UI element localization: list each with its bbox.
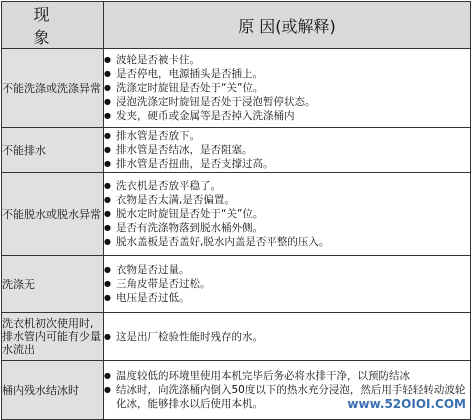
cause-item: ● 衣物是否过量。 [104, 263, 470, 277]
cause-cell [104, 128, 471, 173]
symptom-cell: 洗衣机初次使用时,排水管内可能有少量水流出 [2, 313, 104, 361]
troubleshooting-table [1, 1, 471, 420]
cause-item: ● 电压是否过低。 [104, 291, 470, 305]
table-row [2, 256, 471, 313]
cause-item: ● 温度较低的环境里使用本机完毕后务必将水排干净，以预防结冰 [104, 369, 470, 383]
table-row [2, 173, 471, 256]
cause-item: ● 结冰时，向洗涤桶内倒入50度以下的热水充分浸泡，然后用手轻轻转动波轮化冰，能够排水以后使用本机。 [104, 383, 470, 411]
header-cause: 原 因(或解释) [104, 2, 471, 49]
symptom-cell: 不能排水 [2, 128, 104, 173]
cause-cell [104, 173, 471, 256]
cause-item: ● 波轮是否被卡住。 [104, 53, 470, 67]
cause-item: ● 三角皮带是否过松。 [104, 277, 470, 291]
table-row [2, 128, 471, 173]
cause-cell [104, 313, 471, 361]
cause-item: ● 排水管是否扭曲，是否支撑过高。 [104, 157, 470, 171]
cause-item: ● 排水管是否结冰，是否阻塞。 [104, 143, 470, 157]
cause-item: ● 浸泡洗涤定时旋钮是否处于浸泡暂停状态。 [104, 95, 470, 109]
symptom-cell: 不能脱水或脱水异常 [2, 173, 104, 256]
symptom-cell: 桶内残水结冰时 [2, 361, 104, 420]
cause-item: ● 脱水定时旋钮是否处于“关”位。 [104, 207, 470, 221]
header-symptom: 现 象 [2, 2, 104, 49]
cause-cell [104, 49, 471, 128]
cause-item: ● 这是出厂检验性能时残存的水。 [104, 330, 470, 344]
table-header-row [2, 2, 471, 49]
cause-item: ● 是否停电，电源插头是否插上。 [104, 67, 470, 81]
cause-item: ● 发夹，硬币或金属等是否掉入洗涤桶内 [104, 109, 470, 123]
symptom-cell: 洗涤无 [2, 256, 104, 313]
symptom-cell: 不能洗涤或洗涤异常 [2, 49, 104, 128]
cause-item: ● 衣物是否太满,是否偏置。 [104, 193, 470, 207]
cause-item: ● 洗衣机是否放平稳了。 [104, 179, 470, 193]
cause-item: ● 排水管是否放下。 [104, 129, 470, 143]
table-row [2, 49, 471, 128]
table-row [2, 313, 471, 361]
cause-item: ● 是否有洗涤物落到脱水桶外侧。 [104, 221, 470, 235]
cause-cell [104, 256, 471, 313]
cause-item: ● 洗涤定时旋钮是否处于“关”位。 [104, 81, 470, 95]
cause-item: ● 脱水盖板是否盖好,脱水内盖是否平整的压入。 [104, 235, 470, 249]
watermark: www.52OIOI.COM [347, 397, 466, 411]
